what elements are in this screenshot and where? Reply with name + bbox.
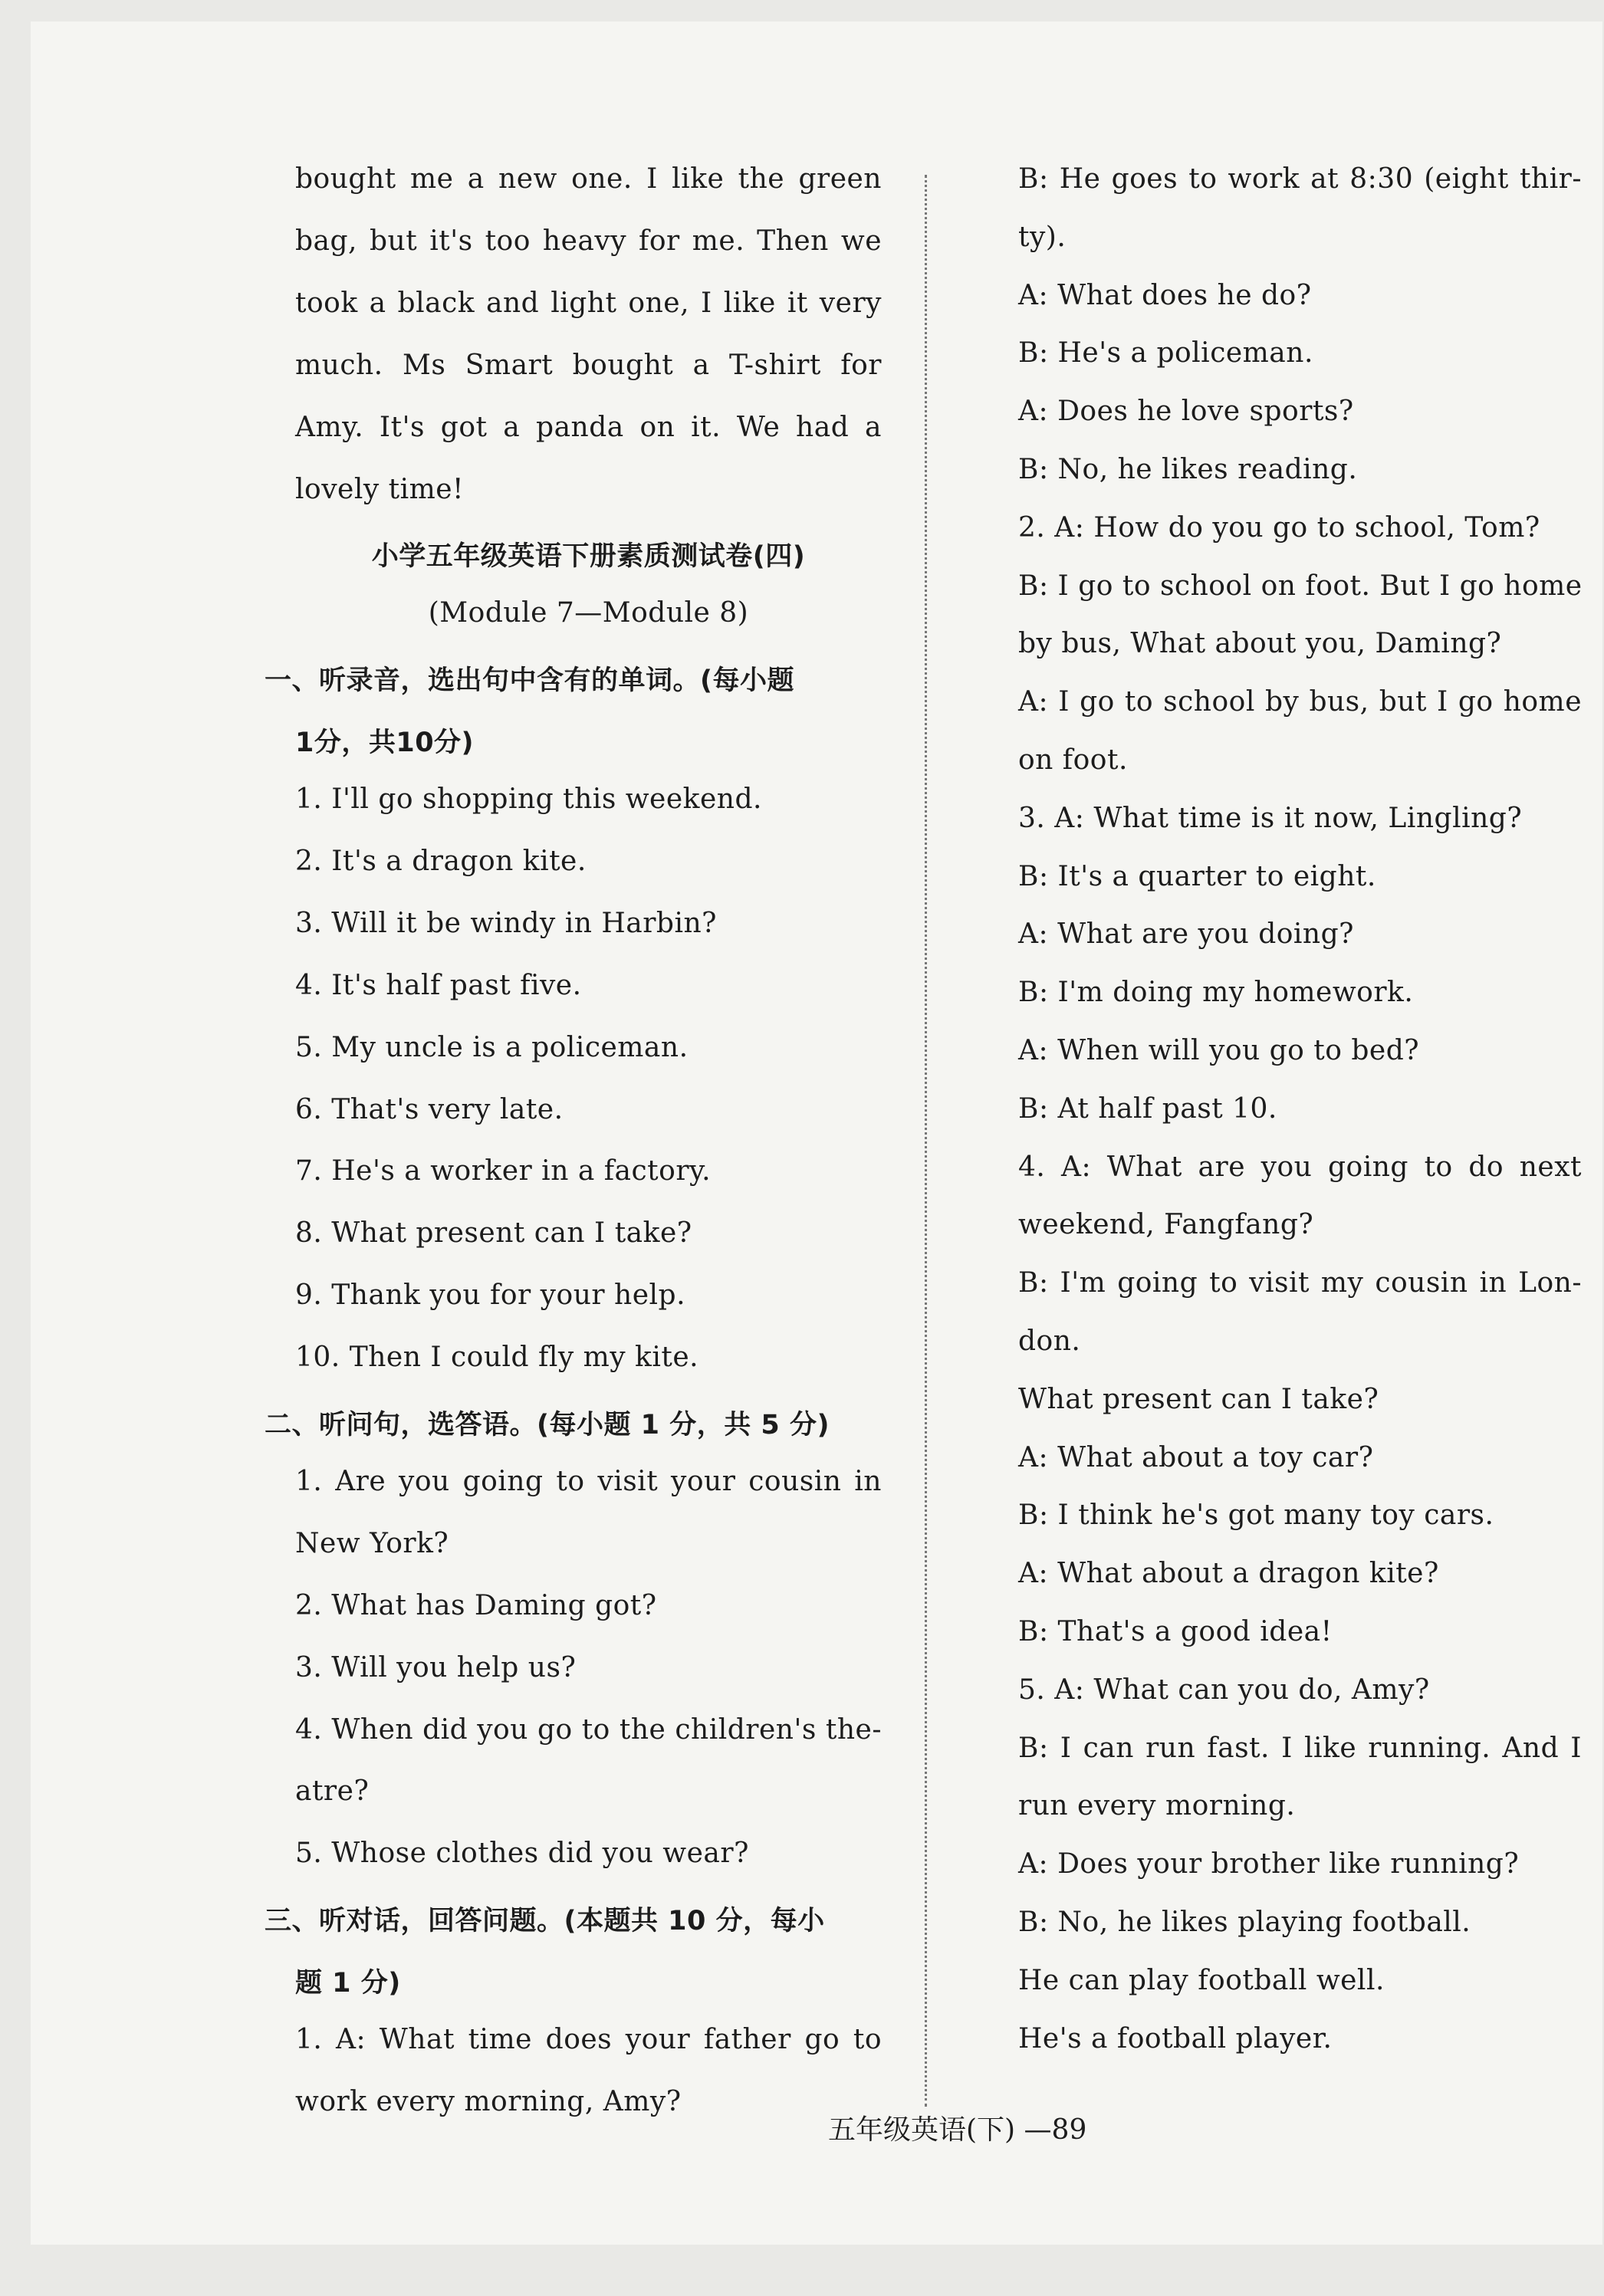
left-text-line: 1. Are you going to visit your cousin in [295, 1465, 882, 1497]
left-text-line: much. Ms Smart bought a T-shirt for [295, 349, 882, 381]
right-text-line: A: I go to school by bus, but I go home [1018, 686, 1582, 718]
right-text-line: on foot. [1018, 744, 1128, 776]
right-text-line: B: I'm going to visit my cousin in Lon- [1018, 1267, 1582, 1299]
left-text-line: 5. Whose clothes did you wear? [295, 1838, 749, 1870]
right-text-line: B: No, he likes reading. [1018, 454, 1358, 485]
left-text-line: 小学五年级英语下册素质测试卷(四) [371, 541, 806, 573]
right-text-line: 4. A: What are you going to do next [1018, 1151, 1582, 1183]
right-text-line: A: Does he love sports? [1018, 396, 1354, 428]
right-text-line: weekend, Fangfang? [1018, 1209, 1314, 1241]
left-text-line: took a black and light one, I like it very [295, 287, 882, 319]
right-text-line: He can play football well. [1018, 1964, 1385, 1996]
right-text-line: B: That's a good idea! [1018, 1616, 1333, 1647]
right-text-line: 5. A: What can you do, Amy? [1018, 1674, 1430, 1706]
right-text-line: by bus, What about you, Daming? [1018, 628, 1502, 660]
left-text-line: 8. What present can I take? [295, 1217, 692, 1250]
right-text-line: B: It's a quarter to eight. [1018, 860, 1376, 892]
right-text-line: B: I go to school on foot. But I go home [1018, 570, 1583, 602]
right-text-line: B: I think he's got many toy cars. [1018, 1499, 1494, 1532]
left-text-line: 一、听录音，选出句中含有的单词。(每小题 [265, 665, 794, 697]
document-page [31, 21, 1602, 2245]
right-text-line: B: I can run fast. I like running. And I [1018, 1732, 1582, 1764]
column-divider [925, 175, 927, 2107]
right-text-line: 2. A: How do you go to school, Tom? [1018, 511, 1540, 544]
right-text-line: 3. A: What time is it now, Lingling? [1018, 802, 1523, 834]
left-text-line: 2. What has Daming got? [295, 1589, 657, 1621]
left-text-line: 10. Then I could fly my kite. [295, 1342, 699, 1374]
right-text-line: A: What about a dragon kite? [1018, 1558, 1439, 1590]
right-text-line: run every morning. [1018, 1790, 1296, 1822]
left-text-line: New York? [295, 1527, 449, 1559]
left-text-line: 二、听问句，选答语。(每小题 1 分，共 5 分) [265, 1410, 830, 1440]
left-text-line: atre? [295, 1775, 370, 1808]
left-text-line: bought me a new one. I like the green [295, 163, 882, 195]
right-text-line: B: At half past 10. [1018, 1092, 1277, 1125]
left-text-line: 9. Thank you for your help. [295, 1279, 686, 1312]
left-text-line: 5. My uncle is a policeman. [295, 1031, 689, 1063]
right-text-line: don. [1018, 1325, 1081, 1357]
page-footer: 五年级英语(下) —89 [828, 2114, 1087, 2146]
left-text-line: 3. Will it be windy in Harbin? [295, 907, 717, 939]
left-text-line: 3. Will you help us? [295, 1651, 577, 1683]
right-text-line: What present can I take? [1018, 1383, 1379, 1415]
left-text-line: 4. It's half past five. [295, 969, 582, 1001]
left-text-line: 题 1 分) [295, 1968, 401, 1999]
left-text-line: work every morning, Amy? [295, 2085, 682, 2117]
left-text-line: 2. It's a dragon kite. [295, 845, 587, 877]
left-text-line: 7. He's a worker in a factory. [295, 1155, 712, 1187]
left-text-line: 1. I'll go shopping this weekend. [295, 783, 762, 815]
right-text-line: A: What does he do? [1018, 279, 1312, 311]
right-text-line: B: He's a policeman. [1018, 337, 1313, 370]
right-text-line: ty). [1018, 221, 1067, 253]
right-text-line: B: No, he likes playing football. [1018, 1907, 1471, 1938]
left-text-line: 1分，共10分) [295, 728, 475, 759]
right-text-line: A: Does your brother like running? [1018, 1848, 1520, 1880]
right-text-line: A: What about a toy car? [1018, 1441, 1374, 1473]
right-text-line: A: When will you go to bed? [1018, 1035, 1420, 1066]
right-text-line: A: What are you doing? [1018, 918, 1354, 951]
left-text-line: 三、听对话，回答问题。(本题共 10 分，每小 [265, 1906, 825, 1937]
left-text-line: lovely time! [295, 473, 465, 505]
left-text-line: 4. When did you go to the children's the- [295, 1713, 882, 1746]
left-text-line: 6. That's very late. [295, 1093, 564, 1125]
right-text-line: He's a football player. [1018, 2022, 1333, 2055]
left-text-line: (Module 7—Module 8) [428, 597, 749, 629]
left-text-line: 1. A: What time does your father go to [295, 2024, 882, 2055]
left-text-line: bag, but it's too heavy for me. Then we [295, 225, 882, 257]
left-text-line: Amy. It's got a panda on it. We had a [295, 411, 882, 443]
right-text-line: B: He goes to work at 8:30 (eight thir- [1018, 163, 1582, 195]
right-text-line: B: I'm doing my homework. [1018, 977, 1414, 1009]
